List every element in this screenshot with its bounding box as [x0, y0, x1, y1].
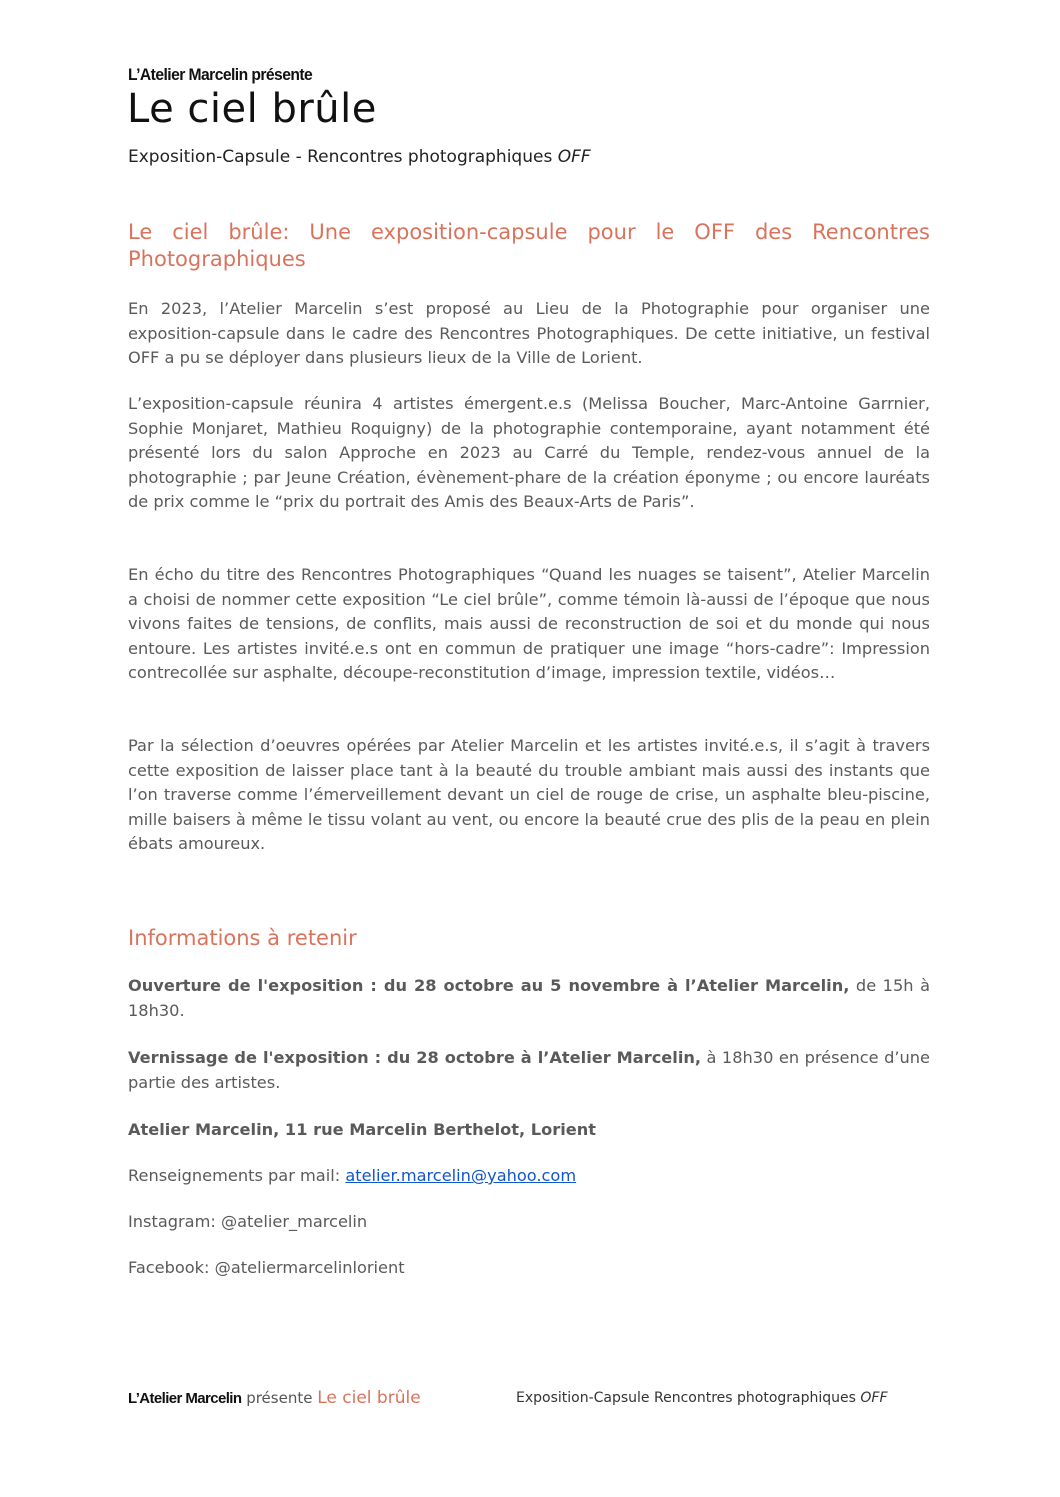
opening-bold: Ouverture de l'exposition : du 28 octobre au 5 novembre à l’Atelier Marcelin, — [128, 976, 850, 995]
intro-paragraph-2: L’exposition-capsule réunira 4 artistes émergent.e.s (Melissa Boucher, Marc-Antoine Garrnier, Sophie Monjaret, Mathieu Roquigny) de la photographie contemporaine, ayant notamment été présenté lors du salon Approche en 2023 au Carré du Temple, rendez-vous annuel de la photographie ; par Jeune Création, évènement-phare de la création éponyme ; ou encore lauréats de prix comme le “prix du portrait des Amis des Beaux-Arts de Paris”. — [128, 394, 930, 512]
presenter-line: L’Atelier Marcelin présente — [128, 65, 313, 84]
subtitle-off: OFF — [557, 147, 591, 167]
intro-paragraph-4: Par la sélection d’oeuvres opérées par Atelier Marcelin et les artistes invité.e.s, il s’agit à travers cette exposition de laisser place tant à la beauté du trouble ambiant mais aussi des instants que l’on traverse comme l’émerveillement devant un ciel de rouge de crise, un asphalte bleu-piscine, mille baisers à même le tissu volant au vent, ou encore la beauté crue des plis de la peau en plein ébats amoureux. — [128, 736, 930, 854]
info-heading: Informations à retenir — [128, 926, 357, 950]
opening-rest: de 15h à 18h30. — [128, 976, 930, 1020]
intro-paragraph-1: En 2023, l’Atelier Marcelin s’est proposé au Lieu de la Photographie pour organiser une exposition-capsule dans le cadre des Rencontres Photographiques. De cette initiative, un festival OFF a pu se déployer dans plusieurs lieux de la Ville de Lorient. — [128, 299, 930, 368]
vernissage-rest: à 18h30 en présence d’une partie des artistes. — [128, 1048, 931, 1092]
footer-right-text: Exposition-Capsule Rencontres photographiques — [516, 1390, 861, 1406]
intro-heading: Le ciel brûle: Une exposition-capsule pour le OFF des Rencontres Photographiques — [128, 220, 930, 271]
intro-paragraph-3: En écho du titre des Rencontres Photographiques “Quand les nuages se taisent”, Atelier Marcelin a choisi de nommer cette exposition “Le ciel brûle”, comme témoin là-aussi de l’époque que nous vivons faites de tensions, de conflits, mais aussi de reconstruction de soi et du monde qui nous entoure. Les artistes invité.e.s ont en commun de pratiquer une image “hors-cadre”: Impression contrecollée sur asphalte, découpe-reconstitution d’image, impression textile, vidéos… — [128, 565, 930, 683]
subtitle-text: Exposition-Capsule - Rencontres photographiques — [128, 147, 558, 167]
vernissage-info — [128, 1046, 930, 1095]
footer-right — [516, 1390, 888, 1406]
footer-presents: présente — [241, 1389, 318, 1407]
footer-left — [128, 1388, 421, 1408]
opening-info — [128, 974, 930, 1023]
facebook-info: Facebook: @ateliermarcelinlorient — [128, 1258, 405, 1277]
email-link[interactable]: atelier.marcelin@yahoo.com — [345, 1166, 577, 1185]
address: Atelier Marcelin, 11 rue Marcelin Berthelot, Lorient — [128, 1120, 597, 1139]
footer-brand: L’Atelier Marcelin — [128, 1390, 242, 1407]
mail-info — [128, 1164, 930, 1189]
instagram-info: Instagram: @atelier_marcelin — [128, 1212, 368, 1231]
mail-label: Renseignements par mail: — [128, 1166, 346, 1185]
footer-right-off: OFF — [860, 1390, 888, 1406]
document-title: Le ciel brûle — [127, 86, 377, 132]
footer-title: Le ciel brûle — [317, 1388, 421, 1408]
vernissage-bold: Vernissage de l'exposition : du 28 octobre à l’Atelier Marcelin, — [128, 1048, 702, 1067]
document-subtitle — [128, 147, 591, 167]
